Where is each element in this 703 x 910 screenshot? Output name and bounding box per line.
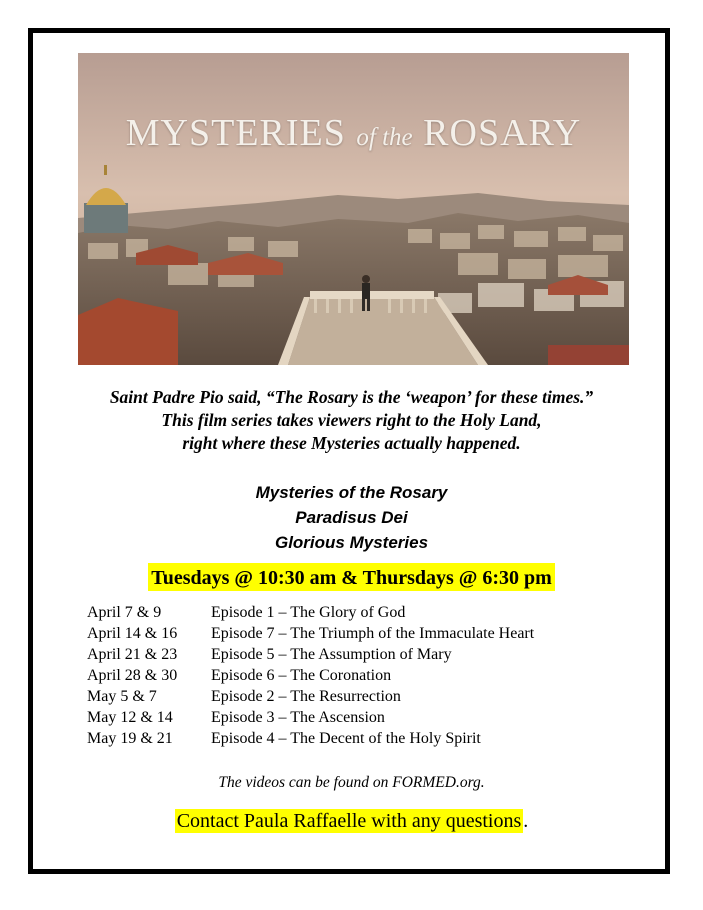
episode-title: Episode 4 – The Decent of the Holy Spirit [211, 730, 481, 747]
episode-title: Episode 3 – The Ascension [211, 709, 385, 726]
episode-row [87, 707, 647, 728]
hero-title-of-the: of the [356, 124, 413, 151]
hero-title-mysteries: MYSTERIES [125, 112, 346, 154]
quote-line: right where these Mysteries actually happened. [182, 433, 521, 453]
hero-image [78, 53, 629, 365]
episode-row [87, 728, 647, 749]
series-part: Glorious Mysteries [274, 533, 429, 552]
contact-highlight: Contact Paula Raffaelle with any questions [176, 810, 522, 832]
episode-title: Episode 5 – The Assumption of Mary [211, 646, 452, 663]
episode-title: Episode 1 – The Glory of God [211, 604, 406, 621]
episode-dates: May 12 & 14 [87, 709, 173, 726]
episode-row [87, 665, 647, 686]
contact-period: . [523, 810, 529, 832]
intro-quote [40, 386, 663, 455]
episode-title: Episode 6 – The Coronation [211, 667, 392, 684]
hero-title-rosary: ROSARY [423, 112, 582, 154]
episode-row [87, 602, 647, 623]
formed-note: The videos can be found on FORMED.org. [218, 774, 485, 791]
episode-title: Episode 2 – The Resurrection [211, 688, 401, 705]
episode-dates: April 21 & 23 [87, 646, 178, 663]
quote-line: Saint Padre Pio said, “The Rosary is the ‘weapon’ for these times.” [109, 387, 594, 407]
episode-dates: May 19 & 21 [87, 730, 173, 747]
series-title: Mysteries of the Rosary [255, 483, 448, 502]
episode-dates: May 5 & 7 [87, 688, 157, 705]
quote-line: This film series takes viewers right to the Holy Land, [161, 410, 542, 430]
episode-title: Episode 7 – The Triumph of the Immaculate Heart [211, 625, 535, 642]
episode-list [87, 602, 647, 749]
episode-row [87, 623, 647, 644]
schedule-banner [0, 563, 703, 591]
episode-row [87, 686, 647, 707]
jerusalem-skyline-image [78, 53, 629, 365]
schedule-text: Tuesdays @ 10:30 am & Thursdays @ 6:30 pm [148, 563, 555, 591]
hero-title [78, 111, 629, 155]
episode-dates: April 7 & 9 [87, 604, 162, 621]
contact-line [0, 808, 703, 835]
episode-dates: April 28 & 30 [87, 667, 178, 684]
series-titles [40, 480, 663, 555]
episode-dates: April 14 & 16 [87, 625, 178, 642]
episode-row [87, 644, 647, 665]
series-subtitle: Paradisus Dei [295, 508, 408, 527]
